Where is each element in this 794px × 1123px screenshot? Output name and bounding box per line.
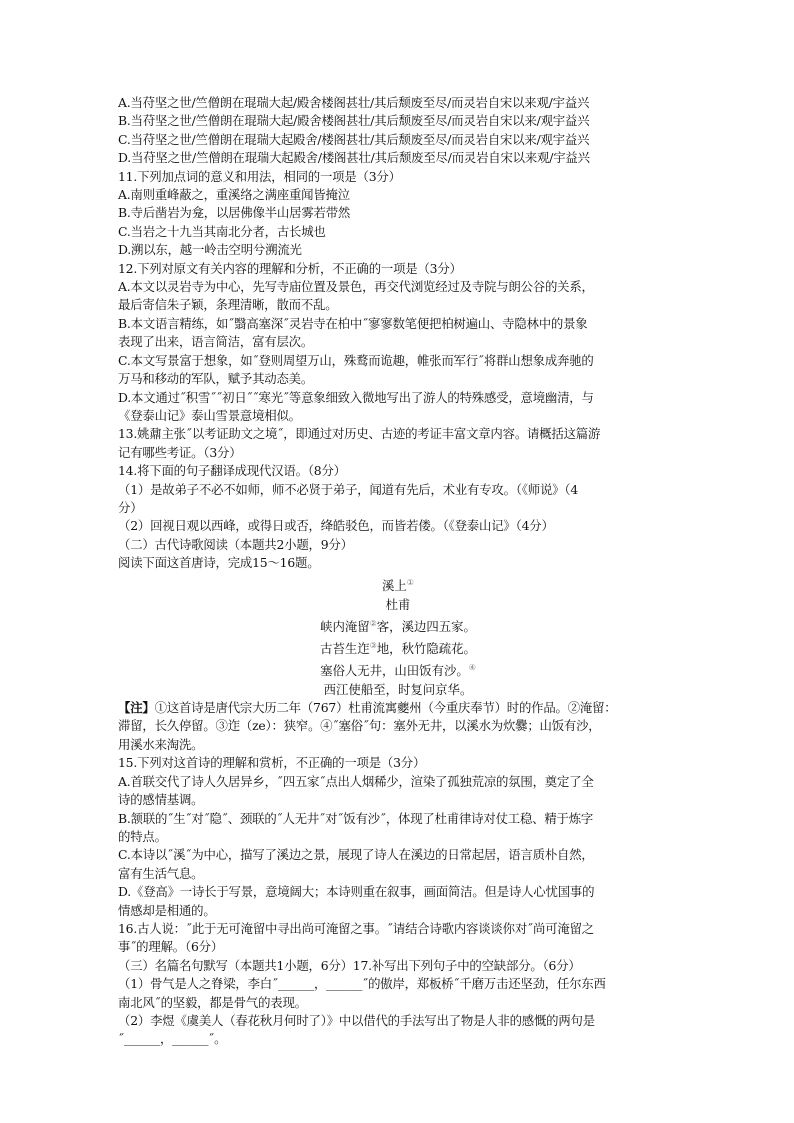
poem-line-4: 西江使船至，时复问京华。 (323, 682, 473, 698)
option-line: D.《登高》一诗长于写景，意境阔大；本诗则重在叙事，画面简洁。但是诗人心忧国事的 (118, 884, 595, 900)
option-line: 表现了出来，语言简洁，富有层次。 (118, 334, 314, 350)
question-15: 15.下列对这首诗的理解和赏析，不正确的一项是（3分） (118, 755, 426, 771)
instruction-line: 阅读下面这首唐诗，完成15～16题。 (118, 555, 320, 571)
section-heading: （二）古代诗歌阅读（本题共2小题，9分） (118, 536, 353, 552)
question-12: 12.下列对原文有关内容的理解和分析，不正确的一项是（3分） (118, 260, 462, 276)
option-line: 富有生活气息。 (118, 865, 204, 881)
note-line: 【注】①这首诗是唐代宗大历二年（767）杜甫流寓夔州（今重庆奉节）时的作品。②淹留： (118, 700, 617, 716)
option-line: 诗的感情基调。 (118, 792, 204, 808)
option-line: A.首联交代了诗人久居异乡，˝四五家˝点出人烟稀少，渲染了孤独荒凉的氛围，奠定了全 (118, 773, 594, 789)
note-line: 滞留，长久停留。③迮（ze）：狭窄。④˝塞俗˝句：塞外无井，以溪水为炊爨；山饭有沙， (118, 718, 601, 734)
question-13: 13.姚鼐主张˝以考证助文之境˝，即通过对历史、古迹的考证丰富文章内容。请概括这篇游 (118, 426, 601, 442)
questions-section-2 (118, 754, 678, 1049)
question-line: 分） (118, 499, 143, 515)
option-line: A.本文以灵岩寺为中心，先写寺庙位置及景色，再交代浏览经过及寺院与朗公谷的关系， (118, 279, 594, 295)
option-line: 情感却是相通的。 (118, 902, 216, 918)
question-line: 记有哪些考证。（3分） (118, 444, 242, 460)
option-line: B.本文语言精练，如˝翳高塞深˝灵岩寺在柏中˝寥寥数笔便把柏树遍山、寺隐林中的景象 (118, 315, 588, 331)
option-line: C.本文写景富于想象，如˝登则周望万山，殊鹜而诡趣，帷张而军行˝将群山想象成奔驰的 (118, 352, 594, 368)
exam-page (118, 94, 678, 1049)
option-line: 《登泰山记》泰山雪景意境相似。 (118, 407, 301, 423)
poem-title: 溪上① (382, 577, 414, 593)
note-mark: 【注】 (118, 700, 155, 716)
option-line: A.南则重峰蔽之，重溪络之满座重闻皆掩泣 (118, 187, 350, 203)
fill-blank-line: （1）骨气是人之脊梁，李白˝______，______˝的傲岸，郑板桥˝千磨万击还坚劲，任尔东西 (118, 976, 606, 992)
question-line: （2）回视日观以西峰，或得日或否，绛皓驳色，而皆若偻。（《登泰山记》（4分） (118, 518, 554, 534)
option-line: D.当苻坚之世/竺僧朗在琨瑞大起殿舍/楼阁甚壮/其后颓废至尽/而灵岩自宋以来观/宇益兴 (118, 150, 590, 166)
option-line: B.寺后凿岩为龛，以居佛像半山居雾若带然 (118, 205, 351, 221)
option-line: D.溯以东，越一岭击空明兮溯流光 (118, 242, 302, 258)
poem-author: 杜甫 (385, 596, 411, 612)
section-heading: （三）名篇名句默写（本题共1小题，6分）17.补写出下列句子中的空缺部分。（6分） (118, 957, 581, 973)
fill-blank-line: （2）李煜《虞美人（春花秋月何时了）》中以借代的手法写出了物是人非的感慨的两句是 (118, 1012, 595, 1028)
fill-blank-line: 南北风˝的坚毅，都是骨气的表现。 (118, 994, 307, 1010)
option-line: C.本诗以˝溪˝为中心，描写了溪边之景，展现了诗人在溪边的日常起居，语言质朴自然， (118, 847, 594, 863)
poem-line-2: 古苔生迮③地，秋竹隐疏花。 (320, 640, 476, 656)
option-line: A.当苻坚之世/竺僧朗在琨瑞大起/殿舍楼阁甚壮/其后颓废至尽/而灵岩自宋以来观/宇益兴 (118, 95, 590, 110)
option-line: C.当岩之十九当其南北分者，古长城也 (118, 223, 326, 239)
option-line: C.当苻坚之世/竺僧朗在琨瑞大起殿舍/楼阁甚壮/其后颓废至尽/而灵岩自宋以来/观宇益兴 (118, 131, 590, 147)
option-line: 最后寄信朱子颖，条理清晰，散而不乱。 (118, 297, 338, 313)
option-line: B.颔联的˝生˝对˝隐˝、颈联的˝人无井˝对˝饭有沙˝，体现了杜甫律诗对仗工稳、精于炼字 (118, 810, 594, 826)
poem (118, 573, 678, 700)
option-line: 万马和移动的军队，赋予其动态美。 (118, 371, 314, 387)
question-11: 11.下列加点词的意义和用法，相同的一项是（3分） (118, 168, 401, 184)
fill-blank-line: ˝______，______˝。 (118, 1031, 227, 1047)
question-16: 16.古人说：˝此于无可淹留中寻出尚可淹留之事。˝请结合诗歌内容谈谈你对˝尚可淹留之 (118, 920, 594, 936)
poem-line-1: 峡内淹留②客，溪边四五家。 (320, 618, 476, 634)
questions-section-1 (118, 94, 678, 573)
option-line: 的特点。 (118, 828, 167, 844)
option-line: B.当苻坚之世/竺僧朗在琨瑞大起/殿舍楼阁甚壮/其后颓废至尽/而灵岩自宋以来/观宇益兴 (118, 113, 590, 129)
question-line: 事˝的理解。（6分） (118, 939, 224, 955)
poem-note (118, 699, 678, 754)
poem-line-3: 塞俗人无井，山田饭有沙。④ (320, 662, 476, 679)
question-14: 14.将下面的句子翻译成现代汉语。（8分） (118, 463, 346, 479)
option-line: D.本文通过˝积雪˝˝初日˝˝寒光˝等意象细致入微地写出了游人的特殊感受，意境幽清，与 (118, 389, 594, 405)
note-line: 用溪水来淘洗。 (118, 736, 204, 752)
question-line: （1）是故弟子不必不如师，师不必贤于弟子，闻道有先后，术业有专攻。（《师说》（4 (118, 481, 579, 497)
